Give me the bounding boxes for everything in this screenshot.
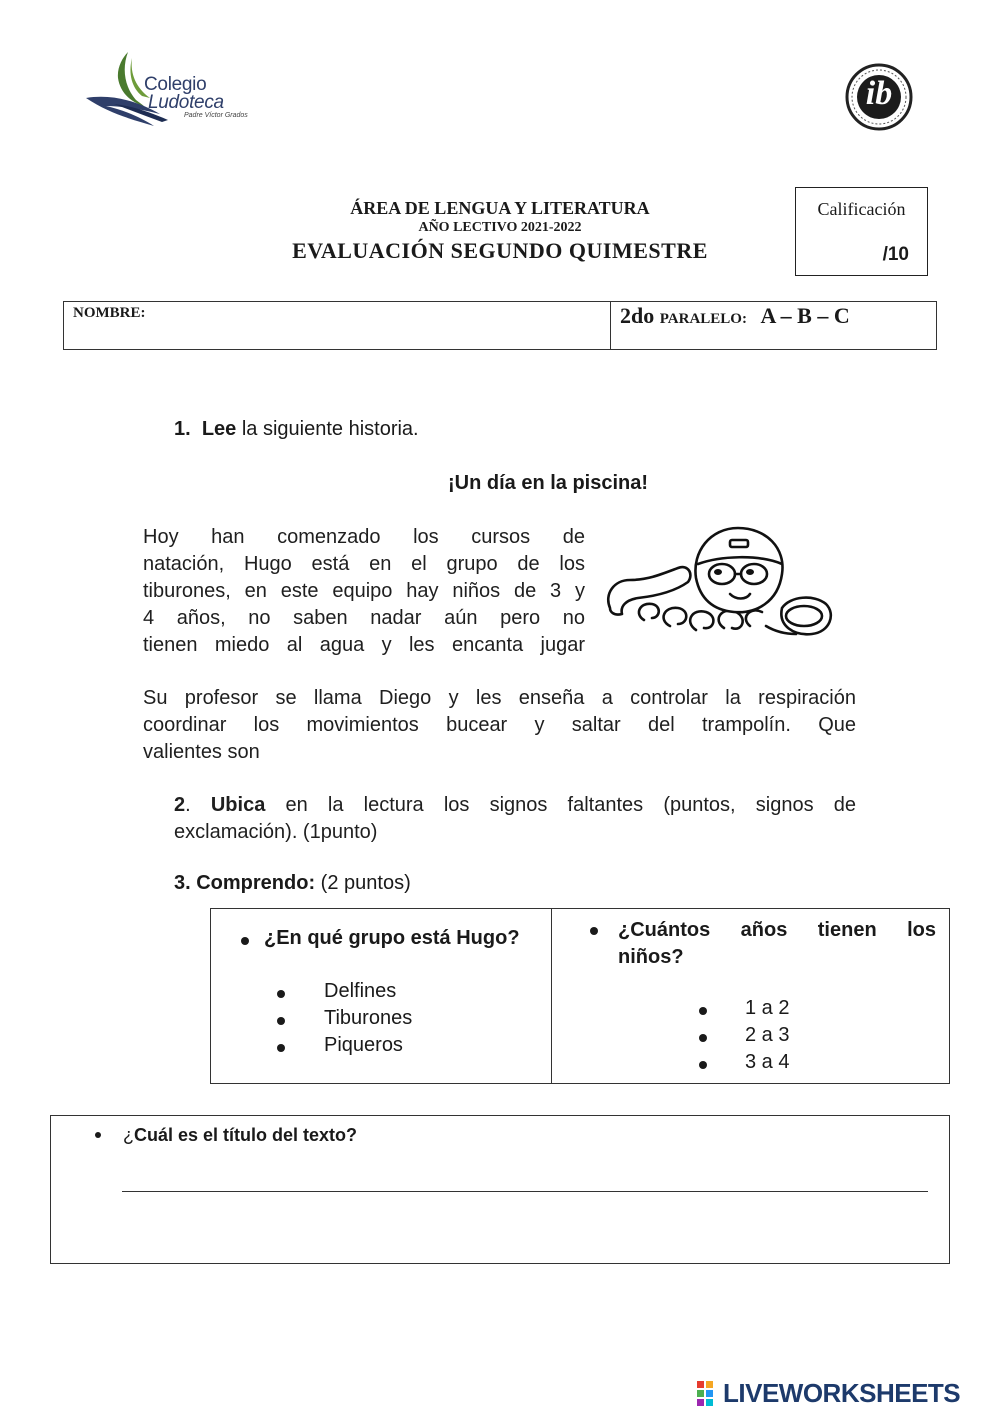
ib-seal-letters: ib — [865, 75, 893, 112]
answer-line[interactable] — [122, 1191, 928, 1192]
swimmer-illustration — [600, 522, 840, 650]
question-1-number: 1. — [174, 418, 191, 440]
bullet-icon — [699, 1007, 707, 1015]
bullet-icon — [699, 1034, 707, 1042]
name-label: NOMBRE: — [73, 305, 146, 321]
evaluation-title: EVALUACIÓN SEGUNDO QUIMESTRE — [292, 238, 708, 263]
ib-seal — [840, 62, 918, 132]
question-ages — [618, 917, 936, 971]
paralelo-label: PARALELO: — [659, 311, 747, 327]
question-1-text: la siguiente historia. — [236, 418, 419, 440]
school-logo — [84, 48, 259, 130]
question-1-verb: Lee — [201, 418, 237, 440]
bullet-icon — [277, 990, 285, 998]
title-question-text: Cuál es el título del texto? — [134, 1125, 358, 1145]
bullet-icon — [241, 937, 249, 945]
logo-tagline: Padre Víctor Grados — [184, 112, 248, 119]
bullet-icon — [590, 927, 598, 935]
school-year: AÑO LECTIVO 2021-2022 — [418, 220, 582, 235]
bullet-icon — [95, 1132, 101, 1138]
option-tiburones[interactable]: Tiburones — [324, 1007, 413, 1029]
title-question — [123, 1125, 357, 1146]
paralelo-field — [620, 303, 850, 329]
story-p2-line: Su profesor se llama Diego y les enseña a controlar la respiración — [143, 687, 856, 709]
title-question-prefix: ¿ — [123, 1125, 134, 1145]
story-p1-line: natación, Hugo está en el grupo de los — [143, 553, 585, 575]
question-3-points: (2 puntos) — [315, 872, 411, 894]
question-1 — [174, 418, 419, 441]
option-3-a-4[interactable]: 3 a 4 — [745, 1051, 790, 1073]
story-paragraph-1 — [143, 524, 585, 659]
student-info-row — [63, 301, 937, 350]
story-p1-line: Hoy han comenzado los cursos de — [143, 526, 585, 548]
question-2-verb: Ubica — [210, 794, 266, 816]
grade-label: Calificación — [817, 199, 906, 219]
story-paragraph-2 — [143, 685, 856, 766]
watermark-text: LIVEWORKSHEETS — [723, 1378, 961, 1408]
story-title: ¡Un día en la piscina! — [448, 472, 649, 494]
swimmer-icon — [600, 522, 840, 650]
question-3 — [174, 872, 411, 895]
bullet-icon — [277, 1044, 285, 1052]
area-title: ÁREA DE LENGUA Y LITERATURA — [350, 198, 650, 218]
story-p2-line: valientes son — [143, 741, 260, 763]
story-p1-line: 4 años, no saben nadar aún pero no — [143, 607, 585, 629]
bullet-icon — [277, 1017, 285, 1025]
logo-line1: Colegio — [144, 74, 207, 95]
name-divider — [610, 302, 611, 349]
option-1-a-2[interactable]: 1 a 2 — [745, 997, 790, 1019]
option-2-a-3[interactable]: 2 a 3 — [745, 1024, 790, 1046]
grade-box — [795, 187, 928, 276]
title-question-box — [50, 1115, 950, 1264]
grade-value: /10 — [882, 244, 909, 265]
question-2-text: en la lectura los signos faltantes (puntos, signos de — [265, 794, 856, 816]
comprehension-table — [210, 908, 950, 1084]
option-piqueros[interactable]: Piqueros — [324, 1034, 403, 1056]
question-group: ¿En qué grupo está Hugo? — [264, 927, 520, 949]
question-ages-line1: ¿Cuántos años tienen los — [618, 919, 936, 941]
table-divider — [551, 909, 552, 1083]
question-2-number: 2 — [174, 794, 186, 816]
question-3-label: 3. Comprendo: — [174, 872, 316, 894]
bullet-icon — [699, 1061, 707, 1069]
question-2-line: 2. Ubica en la lectura los signos faltantes (puntos, signos de — [174, 794, 856, 816]
story-p1-line: tienen miedo al agua y les encanta jugar — [143, 634, 585, 656]
logo-line2: Ludoteca — [148, 92, 224, 113]
story-p2-line: coordinar los movimientos bucear y saltar del trampolín. Que — [143, 714, 856, 736]
question-2-line: exclamación). (1punto) — [174, 821, 378, 843]
paralelo-sections: A – B – C — [760, 303, 850, 328]
question-ages-line2: niños? — [618, 946, 684, 968]
story-p1-line: tiburones, en este equipo hay niños de 3 y — [143, 580, 585, 602]
question-2 — [174, 792, 856, 846]
liveworksheets-logo-icon — [697, 1381, 722, 1406]
grade-level: 2do — [620, 303, 655, 328]
option-delfines[interactable]: Delfines — [324, 980, 397, 1002]
